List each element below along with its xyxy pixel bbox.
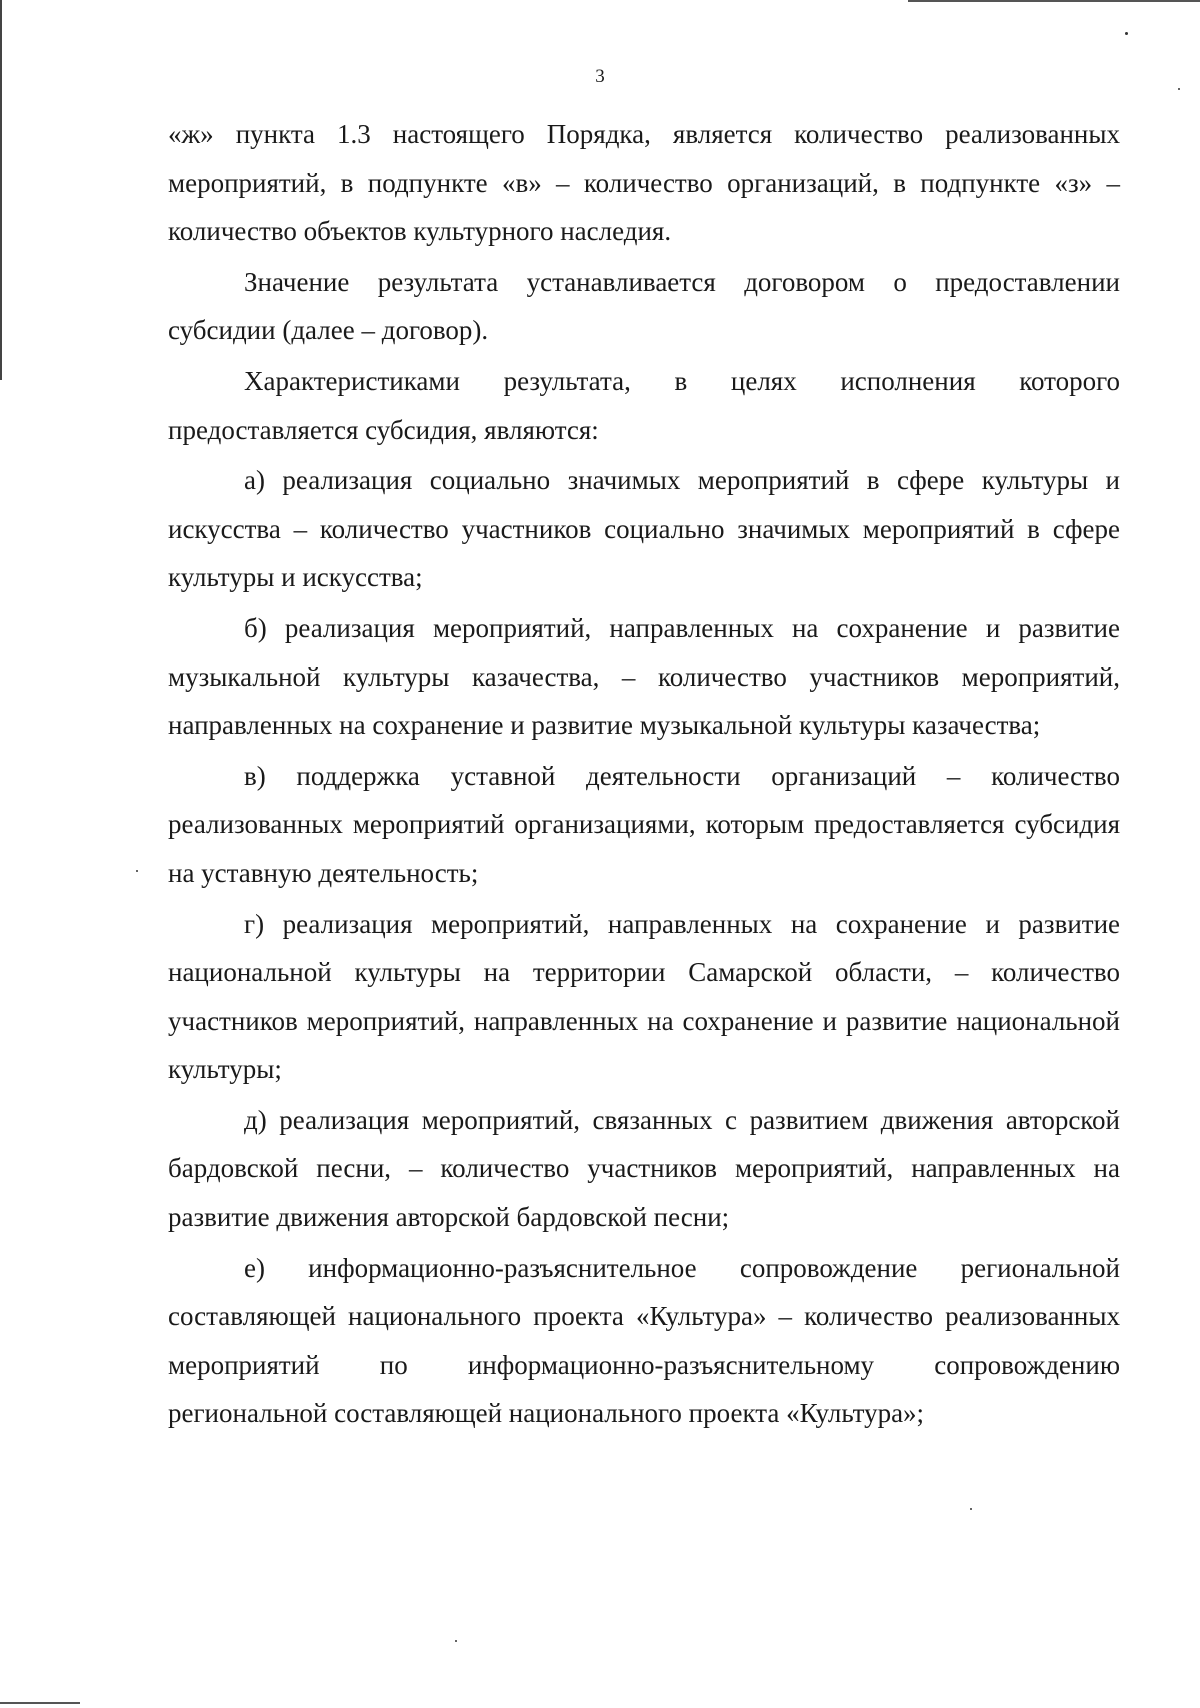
- paragraph-result-characteristics: Характеристиками результата, в целях исполнения которого предоставляется субсидия, являются:: [168, 365, 1120, 445]
- scan-speck: [1125, 32, 1128, 35]
- list-item-b: б) реализация мероприятий, направленных на сохранение и развитие музыкальной культуры казачества, – количество участников мероприятий, направленных на сохранение и развитие музыкальной культуры казачества;: [168, 612, 1120, 741]
- scan-speck: [455, 1640, 457, 1642]
- list-item-d: д) реализация мероприятий, связанных с развитием движения авторской бардовской песни, – количество участников мероприятий, направленных на развитие движения авторской бардовской песни;: [168, 1104, 1120, 1233]
- scan-edge-bottom-left: [0, 1702, 80, 1704]
- scan-edge-left: [0, 0, 2, 380]
- list-item-g: г) реализация мероприятий, направленных на сохранение и развитие национальной культуры на территории Самарской области, – количество участников мероприятий, направленных на сохранение и развитие национальной культуры;: [168, 908, 1120, 1085]
- scan-speck: [1178, 88, 1180, 90]
- paragraph-result-value: Значение результата устанавливается договором о предоставлении субсидии (далее – договор).: [168, 266, 1120, 346]
- list-item-e: е) информационно-разъяснительное сопровождение региональной составляющей национального проекта «Культура» – количество реализованных мероприятий по информационно-разъяснительному сопровождению региональной составляющей национального проекта «Культура»;: [168, 1252, 1120, 1429]
- scan-speck: [136, 870, 138, 872]
- list-item-a: а) реализация социально значимых мероприятий в сфере культуры и искусства – количество участников социально значимых мероприятий в сфере культуры и искусства;: [168, 465, 1120, 593]
- list-item-v: в) поддержка уставной деятельности организаций – количество реализованных мероприятий организациями, которым предоставляется субсидия на уставную деятельность;: [168, 760, 1120, 888]
- scan-edge-top-right: [908, 0, 1200, 2]
- scan-speck: [970, 1508, 972, 1510]
- document-body: [168, 110, 1120, 1440]
- paragraph-intro-continuation: «ж» пункта 1.3 настоящего Порядка, является количество реализованных мероприятий, в подпункте «в» – количество организаций, в подпункте «з» – количество объектов культурного наследия.: [168, 119, 1120, 247]
- page-number: 3: [595, 66, 605, 87]
